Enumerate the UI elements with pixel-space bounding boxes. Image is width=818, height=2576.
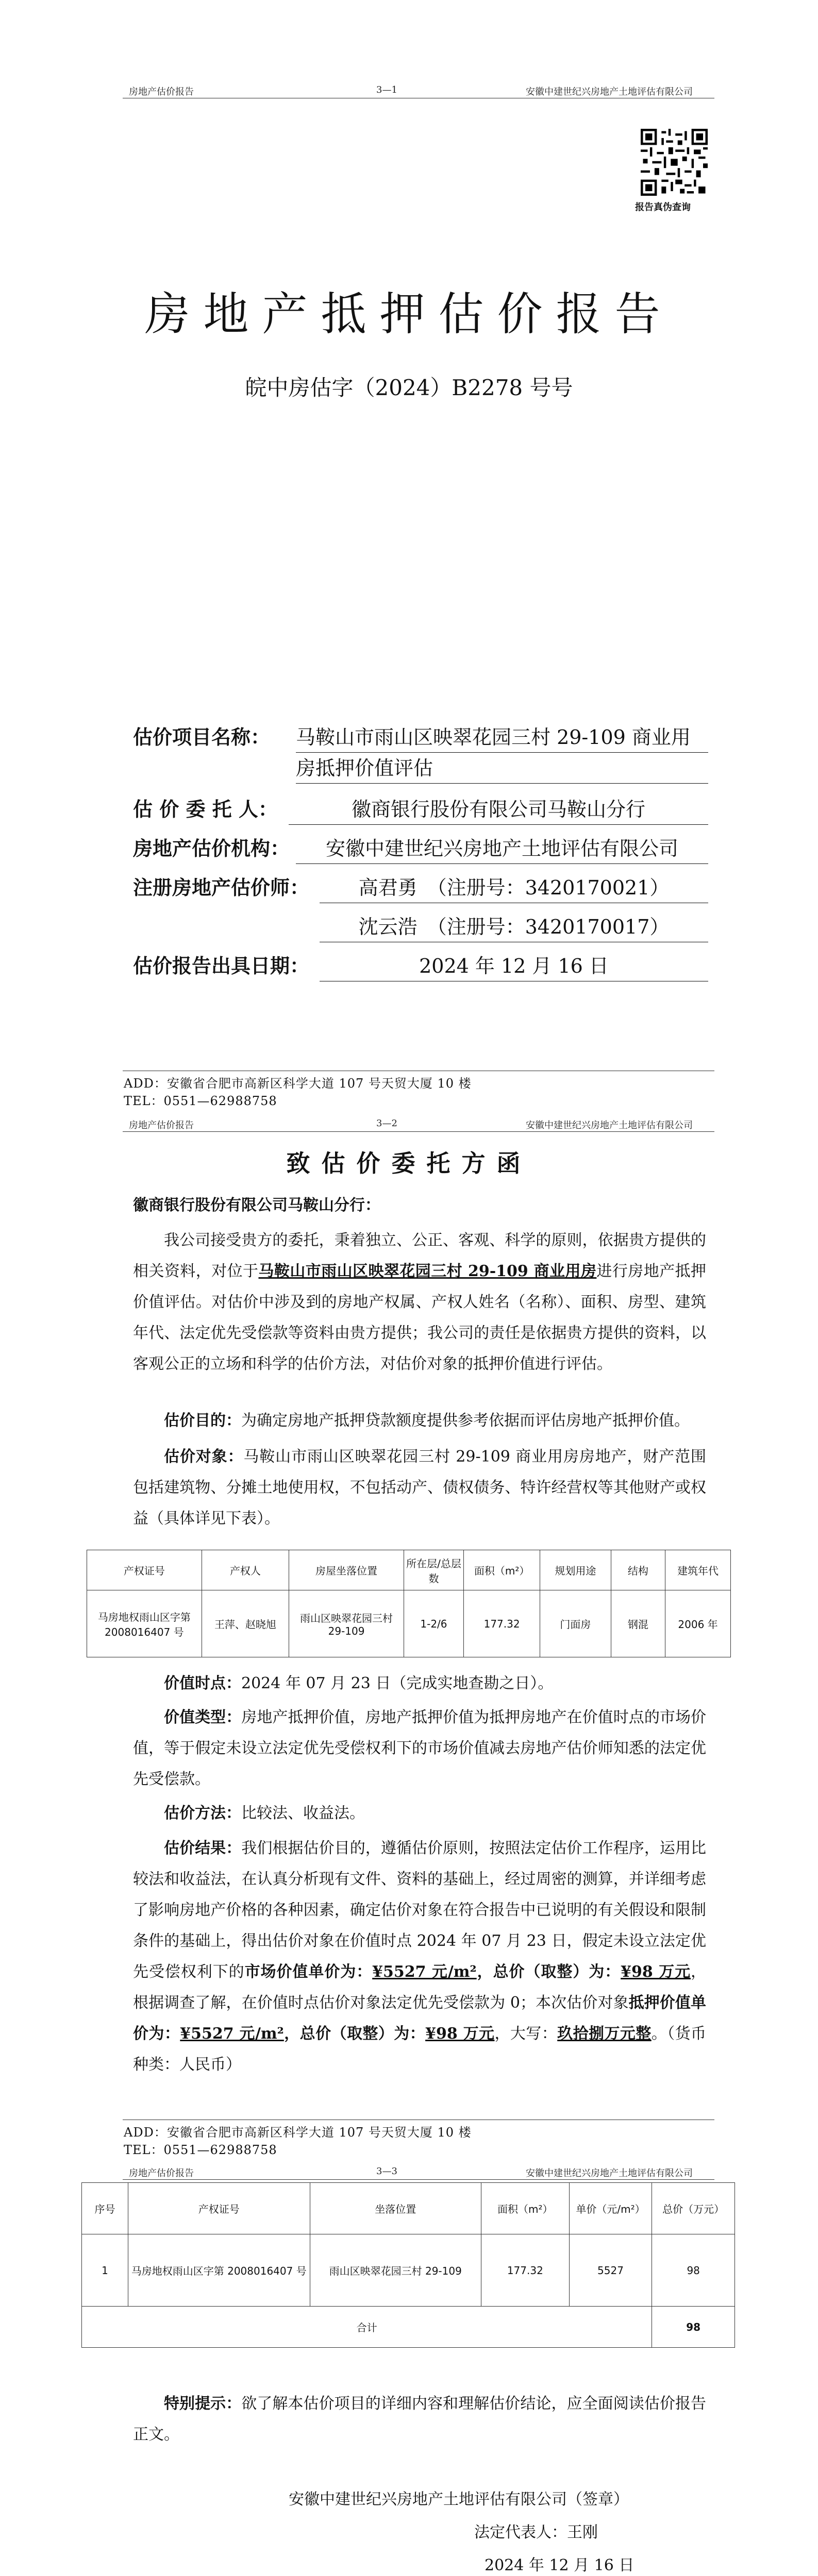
footer-tel: TEL：0551—62988758 [124,1094,277,1108]
table-header: 面积（m²） [464,1550,540,1590]
table-header: 产权证号 [128,2183,310,2234]
footer-address: ADD：安徽省合肥市高新区科学大道 107 号天贸大厦 10 楼 [124,2125,472,2140]
table-cell: 177.32 [481,2234,569,2307]
result-paragraph: 估价结果：我们根据估价目的，遵循估价原则，按照法定估价工作程序，运用比较法和收益法，在认真分析现有文件、资料的基础上，经过周密的测算，并详细考虑了影响房地产价格的各种因素，确定估价对象在符合报告中已说明的有关假设和限制条件的基础上，得出估价对象在价值时点 2024 年 07 月 23 日，假定未设立法定优先受偿权利下的市场价值单价为：¥5527 元/m²，总价（取整）为：¥98 万元，根据调查了解，在价值时点估价对象法定优先受偿款为 0；本次估价对象抵押价值单价为：¥5527 元/m²，总价（取整）为：¥98 万元，大写：玖拾捌万元整。（货币种类：人民币） [133,1839,707,2074]
table-cell: 177.32 [464,1590,540,1657]
agency-label: 房地产估价机构： [133,837,290,860]
agency-row [133,834,290,863]
table-header: 单价（元/m²） [569,2183,652,2234]
table-header: 所在层/总层数 [404,1550,463,1590]
page-number: 3—2 [376,1118,397,1129]
footer-tel: TEL：0551—62988758 [124,2143,277,2157]
page-header-right: 安徽中建世纪兴房地产土地评估有限公司 [526,2168,693,2179]
date-label: 估价报告出具日期： [133,954,310,977]
legal-rep: 法定代表人：王刚 [474,2523,598,2541]
header-rule [123,2179,714,2180]
client-value: 徽商银行股份有限公司马鞍山分行 [289,794,708,825]
property-table [87,1550,731,1657]
table-cell: 门面房 [540,1590,611,1657]
page-header-left: 房地产估价报告 [129,2168,194,2179]
page-header-left: 房地产估价报告 [129,87,194,97]
table-header: 面积（m²） [481,2183,569,2234]
page-number: 3—3 [376,2166,397,2177]
table-cell: 马房地权雨山区字第 2008016407 号 [87,1590,202,1657]
header-rule [123,1131,714,1132]
appraiser-1: 高君勇 （注册号：3420170021） [320,873,708,903]
value-date-paragraph: 价值时点：2024 年 07 月 23 日（完成实地查勘之日）。 [164,1674,554,1692]
date-value: 2024 年 12 月 16 日 [320,951,708,981]
date-row [133,951,309,981]
table-row [87,1590,731,1657]
project-value-2: 房抵押价值评估 [296,753,708,784]
project-value-1: 马鞍山市雨山区映翠花园三村 29-109 商业用 [296,722,708,753]
intro-paragraph: 我公司接受贵方的委托，秉着独立、公正、客观、科学的原则，依据贵方提供的相关资料，对位于马鞍山市雨山区映翠花园三村 29-109 商业用房进行房地产抵押价值评估。对估价中涉及到的房地产权属、产权人姓名（名称）、面积、房型、建筑年代、法定优先受偿款等资料由贵方提供；我公司的责任是依据贵方提供的资料，以客观公正的立场和科学的估价方法，对估价对象的抵押价值进行评估。 [133,1231,707,1373]
report-title: 房地产抵押估价报告 [144,287,674,341]
table-cell: 马房地权雨山区字第 2008016407 号 [128,2234,310,2307]
table-cell: 1-2/6 [404,1590,463,1657]
table-header: 房屋坐落位置 [289,1550,404,1590]
company-seal-line: 安徽中建世纪兴房地产土地评估有限公司（签章） [289,2490,629,2509]
total-label: 合计 [82,2307,652,2348]
agency-value: 安徽中建世纪兴房地产土地评估有限公司 [296,834,708,864]
table-header: 建筑年代 [665,1550,731,1590]
total-value: 98 [652,2307,735,2348]
purpose-paragraph: 估价目的：为确定房地产抵押贷款额度提供参考依据而评估房地产抵押价值。 [164,1412,690,1430]
appraiser-2: 沈云浩 （注册号：3420170017） [320,912,708,942]
sign-date: 2024 年 12 月 16 日 [485,2556,635,2574]
table-cell: 2006 年 [665,1590,731,1657]
appraiser-row [133,873,309,903]
total-row [82,2307,735,2348]
table-header: 规划用途 [540,1550,611,1590]
footer-address: ADD：安徽省合肥市高新区科学大道 107 号天贸大厦 10 楼 [124,1076,472,1091]
object-paragraph: 估价对象：马鞍山市雨山区映翠花园三村 29-109 商业用房房地产，财产范围包括建筑物、分摊土地使用权，不包括动产、债权债务、特许经营权等其他财产或权益（具体详见下表）。 [133,1448,706,1528]
table-cell: 5527 [569,2234,652,2307]
result-table [81,2182,735,2348]
qr-code-icon[interactable] [641,129,708,196]
appraiser-label: 注册房地产估价师： [133,876,310,899]
client-row [133,794,278,824]
client-label: 估 价 委 托 人： [133,798,278,821]
table-cell: 1 [82,2234,128,2307]
value-type-paragraph: 价值类型：房地产抵押价值，房地产抵押价值为抵押房地产在价值时点的市场价值，等于假定未设立法定优先受偿权利下的市场价值减去房地产估价师知悉的法定优先受偿款。 [133,1708,707,1788]
table-row [82,2234,735,2307]
table-header: 坐落位置 [310,2183,481,2234]
project-label: 估价项目名称： [133,725,271,749]
table-cell: 王萍、赵晓旭 [202,1590,289,1657]
page-header-right: 安徽中建世纪兴房地产土地评估有限公司 [526,1120,693,1131]
qr-caption: 报告真伪查询 [635,202,691,213]
method-paragraph: 估价方法：比较法、收益法。 [164,1804,365,1822]
table-header: 产权人 [202,1550,289,1590]
table-cell: 雨山区映翠花园三村 29-109 [289,1590,404,1657]
table-header: 结构 [611,1550,665,1590]
page-header-left: 房地产估价报告 [129,1120,194,1131]
project-row [133,722,270,752]
table-header: 序号 [82,2183,128,2234]
table-cell: 雨山区映翠花园三村 29-109 [310,2234,481,2307]
property-address: 马鞍山市雨山区映翠花园三村 29-109 商业用房 [258,1262,597,1280]
table-cell: 钢混 [611,1590,665,1657]
addressee: 徽商银行股份有限公司马鞍山分行： [133,1196,380,1214]
report-number: 皖中房估字（2024）B2278 号号 [245,375,573,400]
table-cell: 98 [652,2234,735,2307]
letter-title: 致估价委托方函 [286,1149,532,1177]
table-header: 产权证号 [87,1550,202,1590]
table-header: 总价（万元） [652,2183,735,2234]
special-note: 特别提示：欲了解本估价项目的详细内容和理解估价结论，应全面阅读估价报告正文。 [133,2395,707,2444]
page-number: 3—1 [376,84,397,95]
page-header-right: 安徽中建世纪兴房地产土地评估有限公司 [526,87,693,97]
